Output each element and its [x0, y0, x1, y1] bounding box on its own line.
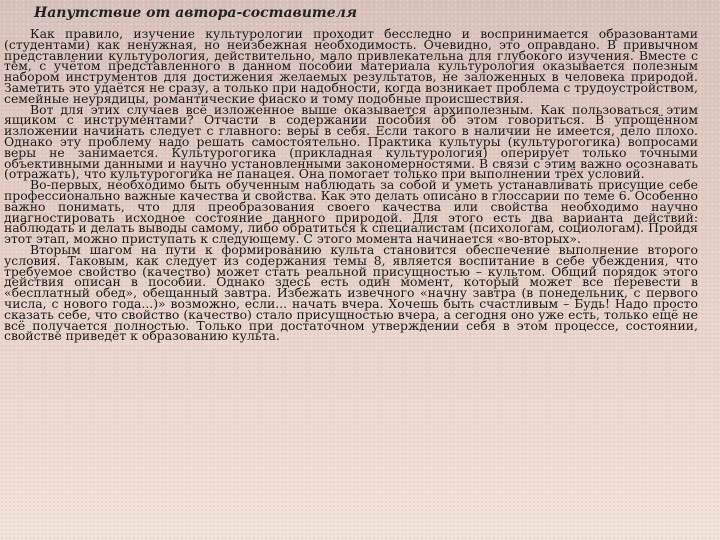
paragraph: Вот для этих случаев всё изложенное выше оказывается архиполезным. Как пользоваться этим ящиком с инструментами? Отчасти в содержании пособия об этом говориться. В упрощённом изложении начинать следует с главного: веры в себя. Если такого в наличии не имеется, дело плохо. Однако эту проблему надо решать самостоятельно. Практика культуры (культурогогика) вопросами веры не занимается. Культурогогика (прикладная культурология) оперирует только точными объективными данными и научно установленными закономерностями. В связи с этим важно осознавать (отражать), что культурогогика не панацея. Она помогает только при выполнении трёх условий. [4, 101, 698, 182]
paragraph: Как правило, изучение культурологии проходит бесследно и воспринимается образовантами (студентами) как ненужная, но неизбежная необходимость. Очевидно, это оправдано. В привычном представлении культурология, действительно, мало привлекательна для глубокого изучения. Вместе с тем, с учётом представленного в данном пособии материала культурология оказывается полезным набором инструментов для достижения желаемых результатов, не заложенных в человека природой. Заметить это удаётся не сразу, а только при надобности, когда возникает проблема с трудоустройством, семейные неурядицы, романтические фиаско и тому подобные происшествия. [4, 26, 698, 106]
paragraph: Вторым шагом на пути к формированию культа становится обеспечение выполнение второго условия. Таковым, как следует из содержания темы 8, является воспитание в себе убеждения, что требуемое свойство (качество) может стать реальной присущностью – культом. Общий порядок этого действия описан в пособии. Однако здесь есть один момент, который может все перевести в «бесплатный обед», обещанный завтра. Избежать извечного «начну завтра (в понедельник, с первого числа, с нового года...)» возможно, если... начать вчера. Хочешь быть счастливым – Будь! Надо просто сказать себе, что свойство (качество) стало присущностью вчера, а сегодня оно уже есть, только ещё не всё получается полностью. Только при достаточном утверждении себя в этом процессе, состоянии, свойстве приведёт к образованию культа. [4, 241, 698, 344]
document-body [4, 26, 698, 344]
paragraph: Во-первых, необходимо быть обученным наблюдать за собой и уметь устанавливать присущие себе профессионально важные качества и свойства. Как это делать описано в глоссарии по теме 6. Особенно важно понимать, что для преобразования своего качества или свойства необходимо научно диагностировать исходное состояние данного природой. Для этого есть два варианта действий: наблюдать и делать выводы самому, либо обратиться к специалистам (психологам, социологам). Пройдя этот этап, можно приступать к следующему. С этого момента начинается «во-вторых». [4, 177, 698, 247]
document-title: Напутствие от автора-составителя [34, 5, 358, 21]
